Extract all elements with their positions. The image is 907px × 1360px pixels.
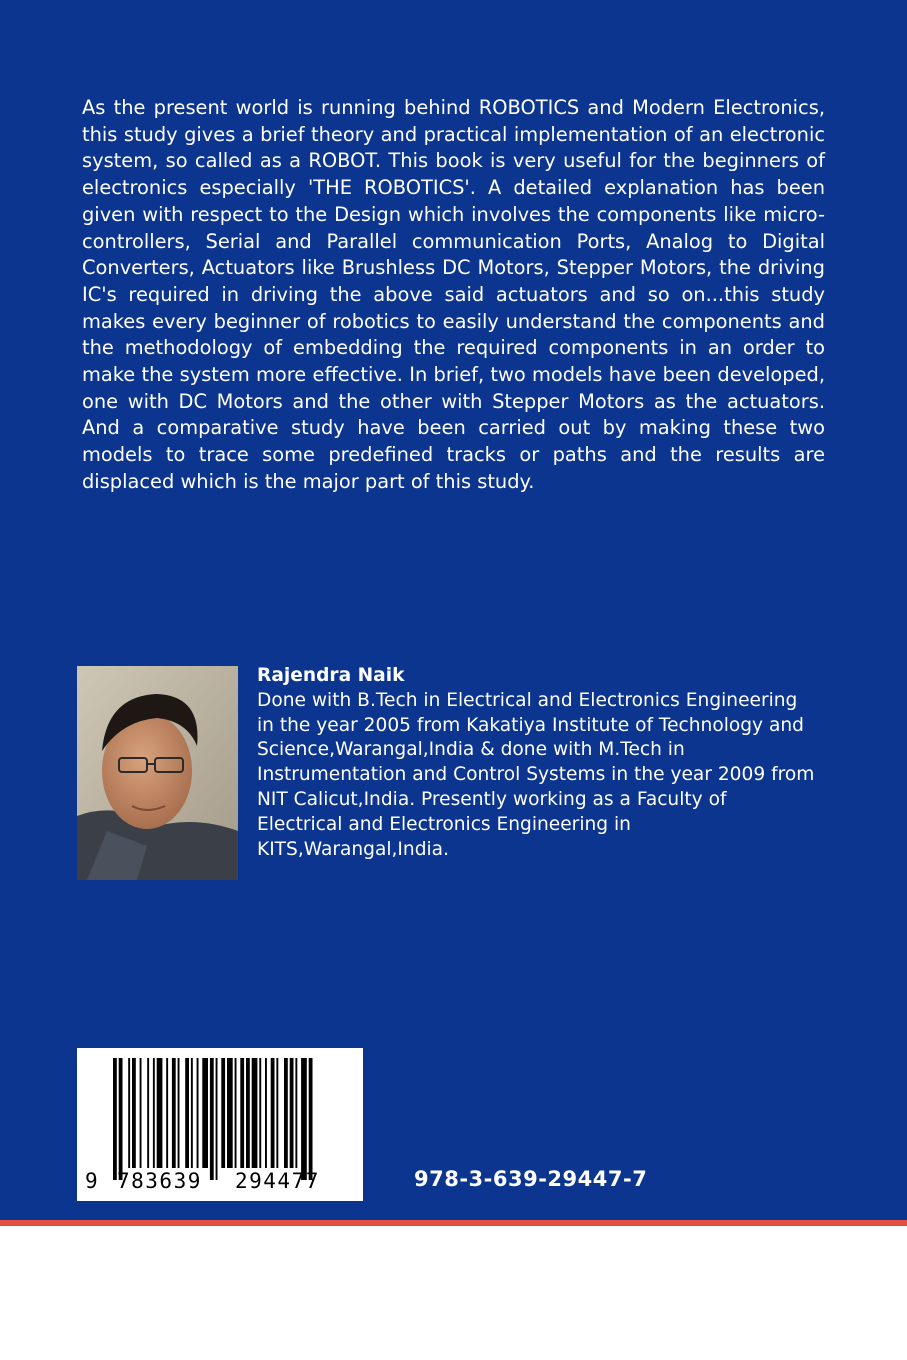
barcode-lead-digit: 9 (85, 1169, 98, 1193)
isbn-number: 978-3-639-29447-7 (414, 1167, 648, 1191)
author-bio-text: Done with B.Tech in Electrical and Electronics Engineering in the year 2005 from Kakatiya Institute of Technology and Science,Warangal,India & done with M.Tech in Instrumentation and Control Systems in the year 2009 from NIT Calicut,India. Presently working as a Faculty of Electrical and Electronics Engineering in KITS,Warangal,India. (257, 689, 815, 860)
author-name: Rajendra Naik (257, 665, 405, 686)
isbn-barcode (77, 1048, 363, 1201)
author-bio (257, 664, 857, 862)
book-blurb: As the present world is running behind ROBOTICS and Modern Electronics, this study gives a brief theory and practical implementation of an electronic system, so called as a ROBOT. This book is very useful for the beginners of electronics especially 'THE ROBOTICS'. A detailed explanation has been given with respect to the Design which involves the components like micro-controllers, Serial and Parallel communication Ports, Analog to Digital Converters, Actuators like Brushless DC Motors, Stepper Motors, the driving IC's required in driving the above said actuators and so on...this study makes every beginner of robotics to easily understand the components and the methodology of embedding the required components in an order to make the system more effective. In brief, two models have been developed, one with DC Motors and the other with Stepper Motors as the actuators. And a comparative study have been carried out by making these two models to trace some predefined tracks or paths and the results are displaced which is the major part of this study. (82, 96, 825, 493)
barcode-digits-right: 294477 (235, 1169, 320, 1193)
accent-stripe (0, 1220, 907, 1226)
author-photo (77, 666, 238, 880)
barcode-digits-left: 783639 (117, 1169, 202, 1193)
